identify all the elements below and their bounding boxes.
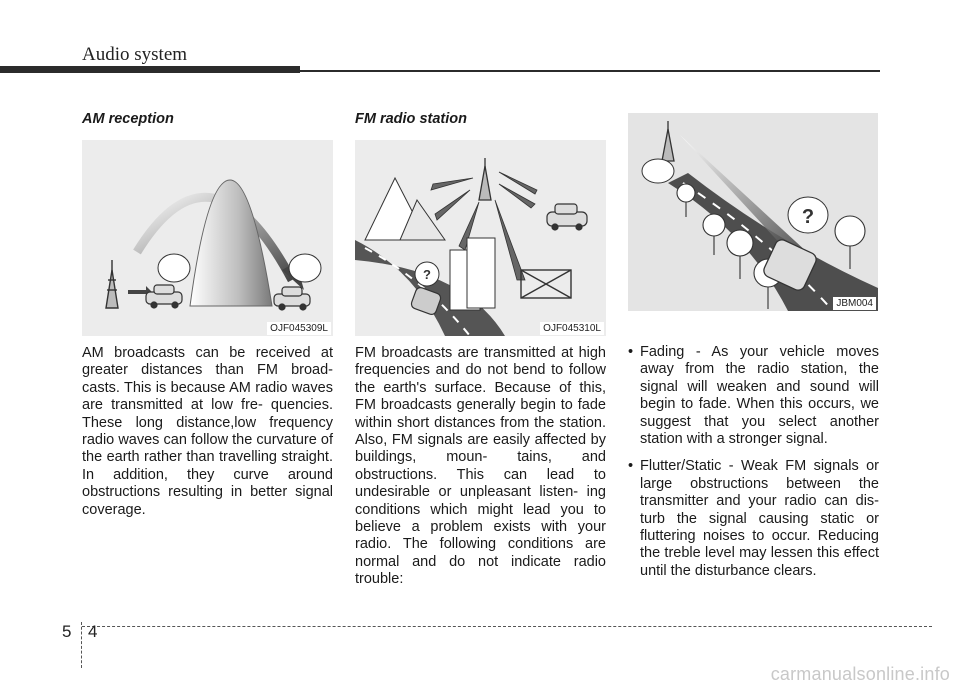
page-header-title: Audio system: [82, 44, 188, 65]
right-figure: [628, 113, 878, 311]
footer-page-divider: [81, 622, 82, 668]
fm-question-mark: ?: [423, 267, 431, 282]
condition-bullet-list: [628, 344, 879, 590]
am-figure-code: OJF045309L: [267, 322, 331, 335]
watermark-text: carmanualsonline.info: [770, 664, 950, 684]
page-number: 4: [88, 622, 98, 641]
am-figure: [82, 140, 333, 336]
header-bar-thick: [0, 66, 300, 73]
am-body-text: AM broadcasts can be received at greater distances than FM broad- casts. This is because AM radio waves are transmitted at low fre- quencies. These long distance,low frequency radio waves can follow the curvature of the earth rather than travelling straight. In addition, they curve around obstructions resulting in better signal coverage.: [82, 345, 333, 518]
fm-section-heading: FM radio station: [355, 111, 467, 127]
am-section-heading: AM reception: [82, 111, 174, 127]
fm-figure-code: OJF045310L: [540, 322, 604, 335]
bullet-text: Fading - As your vehicle moves away from the radio station, the signal will weaken and sound will begin to fade. When this occurs, we suggest that you select another station with a stronger signal.: [640, 344, 879, 448]
bullet-marker: •: [628, 344, 634, 360]
fm-body-text: FM broadcasts are transmitted at high frequencies and do not bend to follow the earth's surface. Because of this, FM broadcasts generally begin to fade within short distances from the station. Also, FM signals are easily affected by buildings, moun- tains, and obstructions. This can lead to undesirable or unpleasant listen- ing conditions which might lead you to believe a problem exists with your radio. The following conditions are normal and do not indicate radio trouble:: [355, 345, 606, 588]
footer-dashed-line: [82, 626, 932, 627]
bullet-item-flutter-static: [628, 458, 879, 580]
chapter-number: 5: [62, 622, 72, 641]
bullet-item-fading: [628, 344, 879, 448]
fm-figure: [355, 140, 606, 336]
right-question-mark: ?: [801, 206, 815, 228]
bullet-marker: •: [628, 458, 634, 475]
right-figure-code: JBM004: [833, 297, 876, 310]
header-bar-thin: [300, 70, 880, 72]
bullet-text: Flutter/Static - Weak FM signals or large obstructions between the transmitter and your radio can dis- turb the signal causing static or fluttering noises to occur. Reducing the treble level may lessen this effect until the disturbance clears.: [640, 458, 879, 579]
